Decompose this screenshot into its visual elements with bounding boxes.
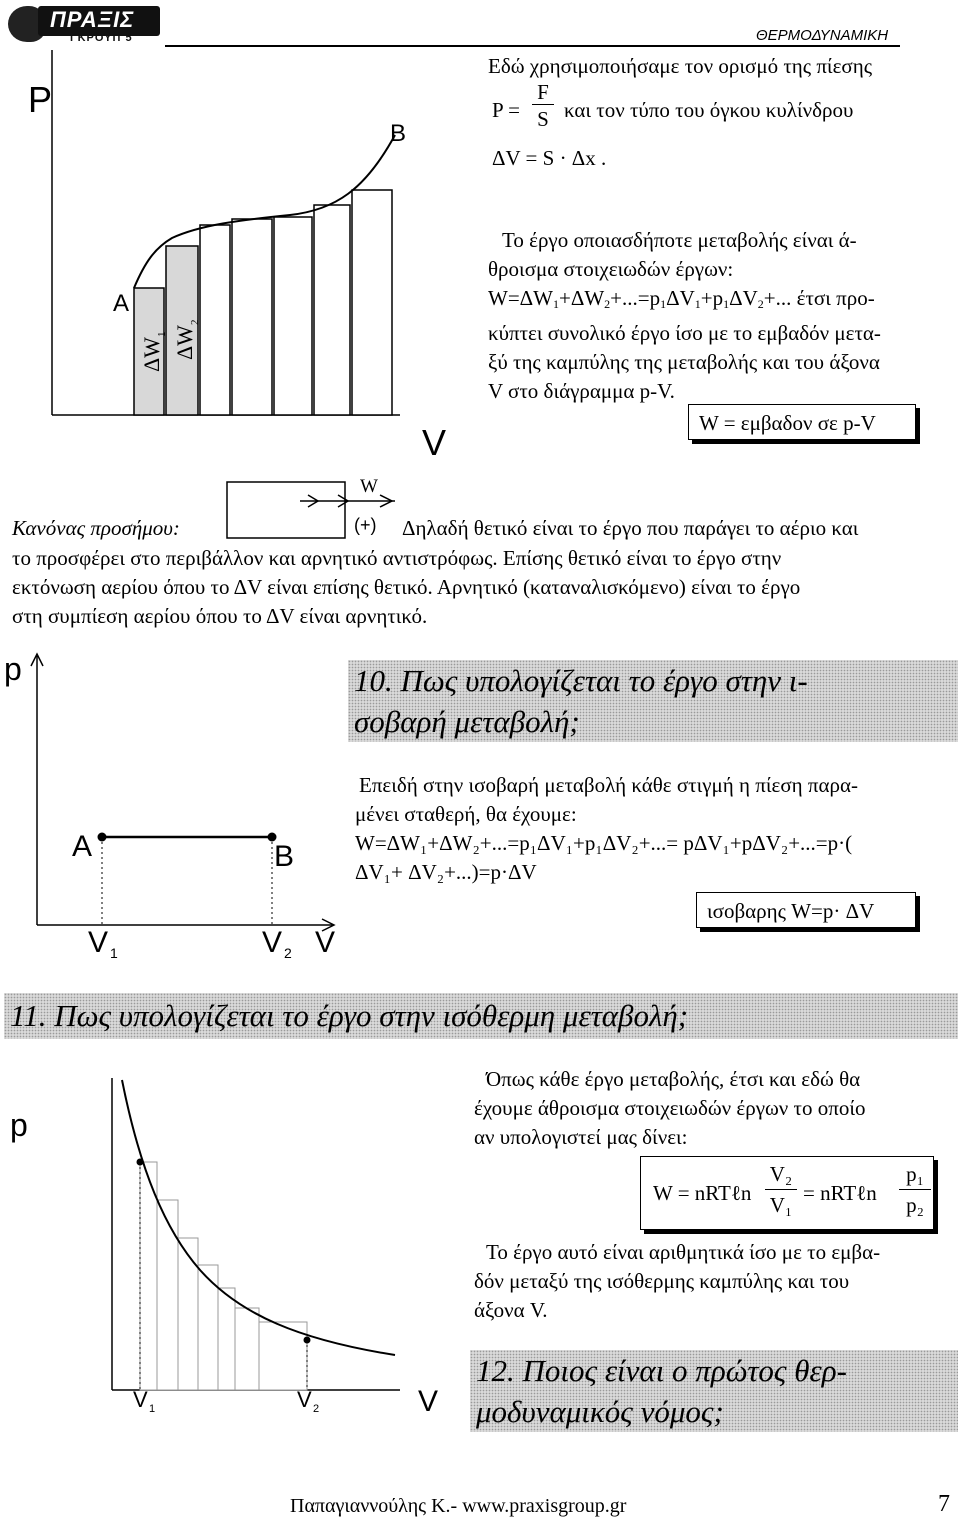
strip-4: [232, 219, 272, 415]
svg-text:V: V: [262, 926, 283, 959]
isothermal-strips: [140, 1162, 307, 1390]
formula-frac-1: V₂ V₁: [765, 1159, 797, 1220]
q11-paragraph-2: [474, 1238, 954, 1325]
pressure-fraction: [532, 80, 554, 133]
strip-6: [314, 205, 350, 415]
point-a-label: A: [72, 830, 93, 863]
point-b-label: B: [390, 120, 407, 147]
section-title: ΘΕΡΜΟΔΥΝΑΜΙΚΗ: [756, 27, 889, 44]
work-line-6: V στο διάγραμμα p-V.: [488, 379, 675, 403]
q11-heading: 11. Πως υπολογίζεται το έργο στην ισόθερμη μεταβολή;: [4, 993, 958, 1039]
point-2: [304, 1337, 311, 1344]
svg-text:V: V: [297, 1387, 312, 1412]
svg-text:ΔW: ΔW: [139, 337, 164, 372]
dw1-label: [139, 332, 168, 373]
v1-label: [133, 1387, 155, 1415]
q12-heading-line-1: 12. Ποιος είναι ο πρώτος θερ-: [476, 1353, 847, 1388]
sign-rule-title: Κανόνας προσήμου:: [12, 516, 180, 540]
strip-3: [200, 225, 230, 415]
point-a-label: A: [113, 290, 130, 317]
q12-heading: [470, 1350, 958, 1432]
isothermal-formula-box: [640, 1156, 934, 1230]
q10-line-4: ΔV₁+ ΔV₂+...)=p·ΔV: [355, 860, 537, 884]
q11-line-6: άξονα V.: [474, 1298, 548, 1322]
q12-heading-line-2: μοδυναμικός νόμος;: [476, 1394, 724, 1429]
work-area-box: W = εμβαδον σε p-V: [688, 404, 916, 440]
svg-text:2: 2: [313, 1403, 320, 1415]
sign-rule-first-line: Δηλαδή θετικό είναι το έργο που παράγει το αέριο και: [402, 516, 859, 540]
figure-isobaric: [0, 640, 360, 970]
v-axis-label: V: [315, 926, 336, 959]
pressure-line-1: Εδώ χρησιμοποιήσαμε τον ορισμό της πίεσης: [488, 54, 873, 78]
work-line-2: θροισμα στοιχειωδών έργων:: [488, 257, 734, 281]
q10-heading-line-1: 10. Πως υπολογίζεται το έργο στην ι-: [354, 663, 808, 698]
q11-line-1: Όπως κάθε έργο μεταβολής, έτσι και εδώ θα: [486, 1067, 861, 1091]
pressure-definition: [488, 52, 872, 81]
q10-paragraph: [355, 771, 955, 887]
work-line-3: $W=\Delta W_1+\Delta W_2+...=p_1\Delta V_1+p_1\Delta V_2+$... έτσι προ-: [488, 286, 875, 311]
fraction-numerator: F: [537, 80, 549, 104]
q11-line-5: δόν μεταξύ της ισόθερμης καμπύλης και του: [474, 1269, 850, 1293]
svg-text:ΔW: ΔW: [172, 325, 197, 360]
q10-heading-line-2: σοβαρή μεταβολή;: [354, 704, 580, 739]
logo-text: ΠΡΑΞΙΣ: [50, 7, 135, 32]
strip-2: [157, 1200, 178, 1390]
svg-text:V: V: [88, 926, 109, 959]
plus-sign-label: (+): [354, 515, 377, 535]
v-axis-label: V: [422, 422, 447, 463]
point-b-label: B: [274, 840, 295, 873]
point-a: [98, 833, 107, 842]
p-axis-label: p: [10, 1107, 28, 1143]
svg-text:1: 1: [110, 945, 118, 961]
sign-rule-paragraph: [12, 544, 952, 631]
work-line-5: ξύ της καμπύλης της μεταβολής και του άξονα: [488, 350, 880, 374]
strip-3: [178, 1238, 198, 1390]
footer-author: Παπαγιαννούλης Κ.- www.praxisgroup.gr: [290, 1495, 627, 1517]
q10-line-2: μένει σταθερή, θα έχουμε:: [355, 802, 577, 826]
formula-w: W = nRTℓn: [653, 1181, 752, 1205]
formula-mid: = nRTℓn: [803, 1181, 877, 1205]
strip-1: [140, 1162, 157, 1390]
sign-rule-line-3: εκτόνωση αερίου όπου το ΔV είναι επίσης θετικό. Αρνητικό (καταναλισκόμενο) είναι το έργο: [12, 575, 801, 599]
svg-text:2: 2: [189, 319, 201, 325]
w-label: W: [360, 476, 378, 497]
fraction-denominator: S: [537, 107, 549, 131]
work-line-1: Το έργο οποιασδήποτε μεταβολής είναι ά-: [502, 228, 857, 252]
strip-7: [352, 190, 392, 415]
page-number: 7: [938, 1491, 950, 1517]
svg-text:1: 1: [149, 1403, 156, 1415]
logo-subtext: ΓΚΡΟΥΠ 5: [70, 32, 133, 44]
v1-label: [88, 926, 118, 961]
q10-line-3: W=ΔW₁+ΔW₂+...=p₁ΔV₁+p₁ΔV₂+...= pΔV₁+pΔV₂+...=p·(: [355, 831, 853, 855]
svg-text:2: 2: [284, 945, 292, 961]
sign-rule-line-2: το προσφέρει στο περιβάλλον και αρνητικό αντιστρόφως. Επίσης θετικό είναι το έργο στην: [12, 546, 782, 570]
q11-line-2: έχουμε άθροισμα στοιχειωδών έργων το οποίο: [474, 1096, 866, 1120]
v2-label: [262, 926, 292, 961]
q11-line-3: αν υπολογιστεί μας δίνει:: [474, 1125, 688, 1149]
sign-rule-line-4: στη συμπίεση αερίου όπου το ΔV είναι αρνητικό.: [12, 604, 428, 628]
work-strips: [134, 190, 392, 415]
work-paragraph: [488, 226, 954, 406]
v2-label: [297, 1387, 319, 1415]
q11-line-4: Το έργο αυτό είναι αριθμητικά ίσο με το εμβα-: [486, 1240, 881, 1264]
dw2-label: [172, 320, 201, 361]
figure-isothermal: [0, 1060, 460, 1420]
svg-text:1: 1: [156, 331, 168, 337]
v-axis-label: V: [418, 1385, 439, 1418]
strip-5: [218, 1288, 235, 1390]
work-line-4: κύπτει συνολικό έργο ίσο με το εμβαδόν μετα-: [488, 321, 881, 345]
q10-line-1: Επειδή στην ισοβαρή μεταβολή κάθε στιγμή η πίεση παρα-: [359, 773, 858, 797]
isobaric-work-box: ισοβαρης W=p· ΔV: [696, 892, 916, 928]
q11-paragraph-1: [474, 1065, 954, 1152]
volume-formula: ΔV = S · Δx .: [492, 146, 607, 170]
pressure-formula-lhs: P =: [492, 98, 520, 122]
q10-heading: [348, 660, 958, 742]
svg-text:V: V: [133, 1387, 148, 1412]
strip-6: [235, 1308, 259, 1390]
pressure-formula-after: και τον τύπο του όγκου κυλίνδρου: [564, 98, 854, 122]
p-axis-label: P: [28, 79, 53, 120]
point-1: [137, 1159, 144, 1166]
p-axis-label: p: [4, 651, 22, 687]
strip-5: [274, 217, 312, 415]
gas-container: [227, 482, 345, 538]
formula-frac-2: p₁ p₂: [899, 1159, 931, 1220]
